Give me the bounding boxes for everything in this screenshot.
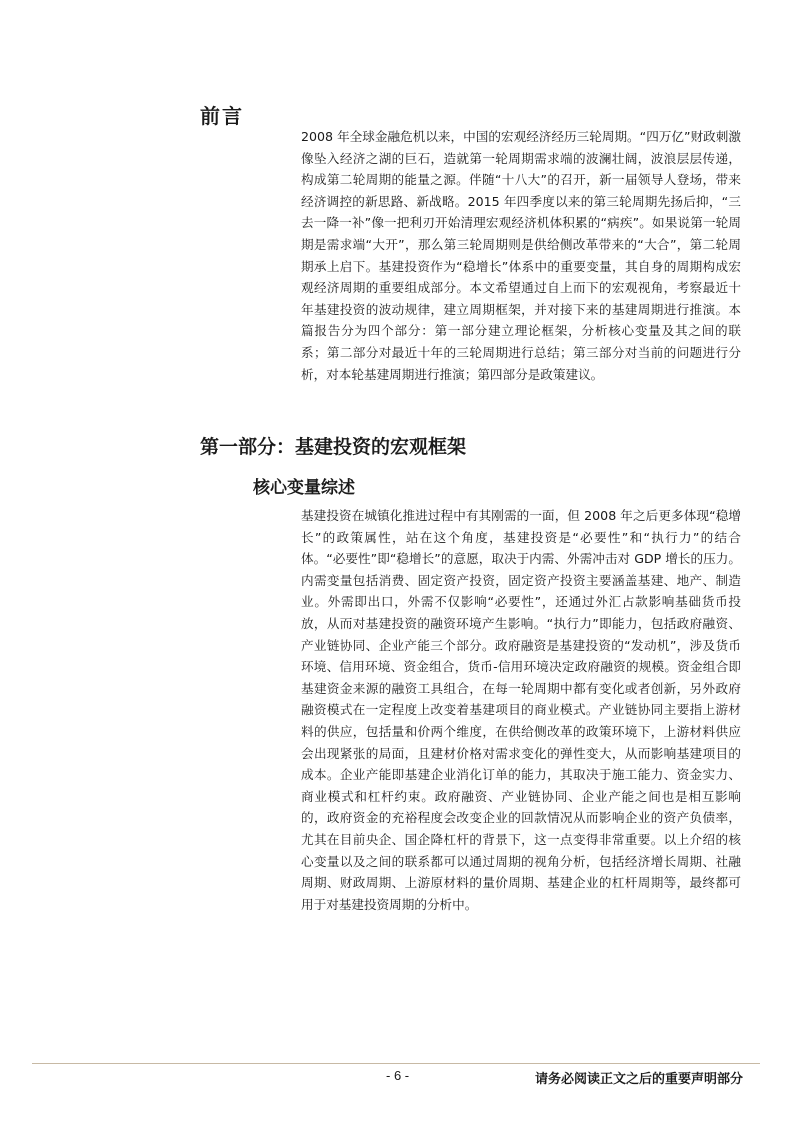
preface-heading: 前言 [200, 104, 244, 128]
footer-divider [32, 1063, 760, 1064]
part-one-heading: 第一部分：基建投资的宏观框架 [200, 436, 467, 458]
page-number: - 6 - [386, 1068, 410, 1083]
core-variables-paragraph: 基建投资在城镇化推进过程中有其刚需的一面，但 2008 年之后更多体现“稳增长”的政策属性，站在这个角度，基建投资是“必要性”和“执行力”的结合体。“必要性”即“稳增长”的意愿，取决于内需、外需冲击对 GDP 增长的压力。内需变量包括消费、固定资产投资，固定资产投资主要涵盖基建、地产、制造业。外需即出口，外需不仅影响“必要性”，还通过外汇占款影响基础货币投放，从而对基建投资的融资环境产生影响。“执行力”即能力，包括政府融资、产业链协同、企业产能三个部分。政府融资是基建投资的“发动机”，涉及货币环境、信用环境、资金组合，货币-信用环境决定政府融资的规模。资金组合即基建资金来源的融资工具组合，在每一轮周期中都有变化或者创新，另外政府融资模式在一定程度上改变着基建项目的商业模式。产业链协同主要指上游材料的供应，包括量和价两个维度，在供给侧改革的政策环境下，上游材料供应会出现紧张的局面，且建材价格对需求变化的弹性变大，从而影响基建项目的成本。企业产能即基建企业消化订单的能力，其取决于施工能力、资金实力、商业模式和杠杆约束。政府融资、产业链协同、企业产能之间也是相互影响的，政府资金的充裕程度会改变企业的回款情况从而影响企业的资产负债率，尤其在目前央企、国企降杠杆的背景下，这一点变得非常重要。以上介绍的核心变量以及之间的联系都可以通过周期的视角分析，包括经济增长周期、社融周期、财政周期、上游原材料的量价周期、基建企业的杠杆周期等，最终都可用于对基建投资周期的分析中。 [301, 508, 741, 912]
preface-paragraph: 2008 年全球金融危机以来，中国的宏观经济经历三轮周期。“四万亿”财政刺激像坠入经济之湖的巨石，造就第一轮周期需求端的波澜壮阔，波浪层层传递，构成第二轮周期的能量之源。伴随“十八大”的召开，新一届领导人登场，带来经济调控的新思路、新战略。2015 年四季度以来的第三轮周期先扬后抑，“三去一降一补”像一把利刃开始清理宏观经济机体积累的“病疾”。如果说第一轮周期是需求端“大开”，那么第三轮周期则是供给侧改革带来的“大合”，第二轮周期承上启下。基建投资作为“稳增长”体系中的重要变量，其自身的周期构成宏观经济周期的重要组成部分。本文希望通过自上而下的宏观视角，考察最近十年基建投资的波动规律，建立周期框架，并对接下来的基建周期进行推演。本篇报告分为四个部分：第一部分建立理论框架，分析核心变量及其之间的联系；第二部分对最近十年的三轮周期进行总结；第三部分对当前的问题进行分析，对本轮基建周期进行推演；第四部分是政策建议。 [301, 129, 741, 382]
core-variables-subheading: 核心变量综述 [253, 478, 355, 498]
footer-disclaimer: 请务必阅读正文之后的重要声明部分 [534, 1072, 743, 1087]
